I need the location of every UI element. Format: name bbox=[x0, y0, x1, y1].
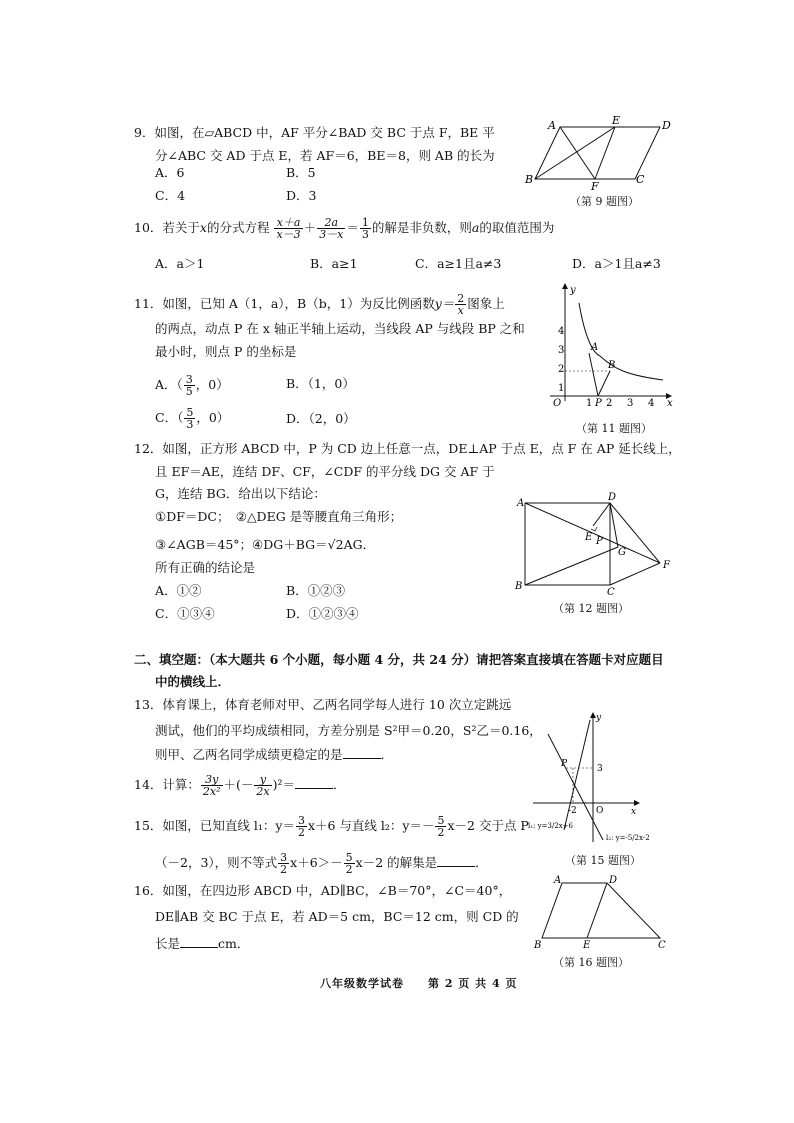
q15-axis-y: y bbox=[596, 713, 602, 723]
q9-option-d: D．3 bbox=[286, 188, 317, 203]
q16-line3: 长是 cm． bbox=[155, 936, 250, 951]
q11-tick-y1: 1 bbox=[558, 383, 565, 394]
q11-tick-y4: 4 bbox=[558, 326, 565, 337]
q15-caption: （第 15 题图） bbox=[565, 854, 641, 867]
q12-caption: （第 12 题图） bbox=[553, 602, 629, 615]
q9-label-b: B bbox=[525, 173, 534, 186]
q13-line1: 13．体育课上，体育老师对甲、乙两名同学每人进行 10 次立定跳远 bbox=[134, 697, 512, 712]
q9-label-e: E bbox=[612, 114, 621, 127]
q15-label-p: P bbox=[561, 759, 568, 769]
q9-option-b: B．5 bbox=[286, 165, 316, 180]
q15-label-l2: l₂: y=-5/2x-2 bbox=[606, 834, 650, 842]
q12-label-g: G bbox=[618, 547, 626, 558]
q12-label-a: A bbox=[517, 498, 525, 509]
q12-line5: ③∠AGB＝45°；④DG＋BG＝√2AG． bbox=[155, 537, 376, 552]
q16-label-b: B bbox=[534, 940, 542, 951]
q12-label-d: D bbox=[608, 492, 617, 503]
q9-option-a: A．6 bbox=[155, 165, 185, 180]
q11-option-a: A．（ $\frac{3}{5}$ ，0） bbox=[155, 373, 229, 398]
q10-option-b: B．a≥1 bbox=[310, 256, 358, 271]
q11-line2: 的两点，动点 P 在 x 轴正半轴上运动，当线段 AP 与线段 BP 之和 bbox=[155, 321, 525, 336]
q9-option-c: C．4 bbox=[155, 188, 186, 203]
q11-option-b: B．（1，0） bbox=[286, 376, 355, 391]
q9-figure bbox=[525, 114, 675, 197]
q11-caption: （第 11 题图） bbox=[576, 422, 652, 435]
q9-label-c: C bbox=[636, 173, 645, 186]
q16-label-c: C bbox=[658, 940, 666, 951]
q15-answer-blank[interactable] bbox=[437, 854, 475, 867]
q14-line: 14．计算： $\frac{3y}{\text{2x²}}$ ＋(－ $\frac{y}{2x}$ )²＝ ． bbox=[134, 773, 346, 798]
q12-line3: G，连结 BG．给出以下结论： bbox=[155, 486, 326, 501]
q16-line1: 16．如图，在四边形 ABCD 中，AD∥BC，∠B＝70°，∠C＝40°， bbox=[134, 883, 512, 898]
q11-tick-x2: 2 bbox=[606, 398, 613, 409]
q9-label-f: F bbox=[591, 180, 599, 193]
q16-figure bbox=[532, 873, 682, 951]
q12-line2: 且 EF＝AE，连结 DF、CF，∠CDF 的平分线 DG 交 AF 于 bbox=[155, 464, 495, 479]
q10-option-c: C．a≥1且a≠3 bbox=[415, 256, 502, 271]
q11-tick-x1: 1 bbox=[586, 398, 593, 409]
q10-line: 10．若关于x的分式方程 $\frac{x+a}{x-3}$ ＋ $\frac{2a}{3-x}$ ＝ $\frac{1}{3}$ 的解是非负数，则a的取值范围为 bbox=[134, 216, 555, 241]
q16-label-d: D bbox=[609, 875, 618, 886]
q15-line2: （－2，3），则不等式 $\frac{3}{2}$ x＋6＞－ $\frac{5}{2}$ x－2 的解集是 ． bbox=[155, 851, 488, 876]
q12-label-e: E bbox=[585, 532, 593, 543]
q11-line3: 最小时，则点 P 的坐标是 bbox=[155, 344, 297, 359]
q16-label-e: E bbox=[583, 940, 591, 951]
q15-line1: 15．如图，已知直线 l₁：y＝ $\frac{3}{2}$ x＋6 与直线 l₂：y＝－ $\frac{5}{2}$ x－2 交于点 P bbox=[134, 814, 529, 839]
q12-label-c: C bbox=[607, 587, 615, 598]
q12-line6: 所有正确的结论是 bbox=[155, 560, 256, 575]
q12-line1: 12．如图，正方形 ABCD 中，P 为 CD 边上任意一点，DE⊥AP 于点 E，点 F 在 AP 延长线上， bbox=[134, 441, 681, 456]
q12-option-a: A．①② bbox=[155, 583, 202, 598]
q15-label-l1: l₁: y=3/2x+6 bbox=[528, 822, 573, 830]
q11-axis-y: y bbox=[570, 285, 576, 296]
q15-tick-neg2: -2 bbox=[568, 806, 577, 816]
q11-label-p: P bbox=[595, 398, 602, 409]
q16-line2: DE∥AB 交 BC 于点 E，若 AD＝5 cm，BC＝12 cm，则 CD 的 bbox=[155, 909, 519, 924]
q10-option-d: D．a＞1且a≠3 bbox=[572, 256, 661, 271]
q11-tick-x4: 4 bbox=[648, 398, 655, 409]
q15-tick-3: 3 bbox=[597, 764, 603, 774]
q12-option-d: D．①②③④ bbox=[286, 606, 359, 621]
q12-line4: ①DF＝DC； ②△DEG 是等腰直角三角形； bbox=[155, 509, 403, 524]
q9-label-a: A bbox=[548, 119, 556, 132]
q11-label-b: B bbox=[608, 360, 616, 371]
q11-line1: 11．如图，已知 A（1，a），B（b，1）为反比例函数y＝ $\frac{2}{x}$ 图象上 bbox=[134, 292, 505, 317]
q11-tick-x3: 3 bbox=[627, 398, 634, 409]
q10-option-a: A．a＞1 bbox=[155, 256, 205, 271]
q11-tick-y2: 2 bbox=[558, 364, 565, 375]
page-footer: 八年级数学试卷 第 2 页 共 4 页 bbox=[320, 977, 518, 990]
q11-tick-y3: 3 bbox=[558, 345, 565, 356]
q13-answer-blank[interactable] bbox=[343, 746, 381, 759]
q16-answer-blank[interactable] bbox=[180, 935, 218, 948]
q16-caption: （第 16 题图） bbox=[553, 956, 629, 969]
q13-line2: 测试，他们的平均成绩相同，方差分别是 S²甲＝0.20，S²乙＝0.16， bbox=[155, 723, 542, 738]
q11-option-c: C．（ $\frac{5}{3}$ ，0） bbox=[155, 406, 230, 431]
q13-line3: 则甲、乙两名同学成绩更稳定的是 ． bbox=[155, 747, 394, 762]
q9-caption: （第 9 题图） bbox=[570, 195, 639, 208]
q11-axis-o: O bbox=[553, 398, 562, 409]
q14-answer-blank[interactable] bbox=[295, 776, 333, 789]
q12-label-b: B bbox=[515, 581, 523, 592]
q12-label-p: P bbox=[596, 536, 603, 547]
q15-axis-x: x bbox=[631, 807, 637, 817]
section2-heading-cont: 中的横线上． bbox=[155, 674, 231, 689]
q15-figure bbox=[528, 712, 648, 847]
q12-option-c: C．①③④ bbox=[155, 606, 215, 621]
q11-figure bbox=[545, 283, 675, 418]
q12-option-b: B．①②③ bbox=[286, 583, 346, 598]
q11-axis-x: x bbox=[667, 398, 673, 409]
q12-figure bbox=[515, 492, 675, 598]
q12-label-f: F bbox=[663, 560, 670, 571]
section2-heading: 二、填空题：（本大题共 6 个小题，每小题 4 分，共 24 分）请把答案直接填在答题卡对应题目 bbox=[134, 652, 664, 667]
q11-option-d: D．（2，0） bbox=[286, 411, 356, 426]
q11-label-a: A bbox=[591, 342, 599, 353]
q9-label-d: D bbox=[662, 119, 671, 132]
q9-line2: 分∠ABC 交 AD 于点 E，若 AF＝6，BE＝8，则 AB 的长为 bbox=[155, 148, 495, 163]
q9-line1: 9．如图，在▱ABCD 中，AF 平分∠BAD 交 BC 于点 F，BE 平 bbox=[134, 125, 495, 140]
q15-axis-o: O bbox=[596, 806, 604, 816]
q16-label-a: A bbox=[554, 875, 562, 886]
